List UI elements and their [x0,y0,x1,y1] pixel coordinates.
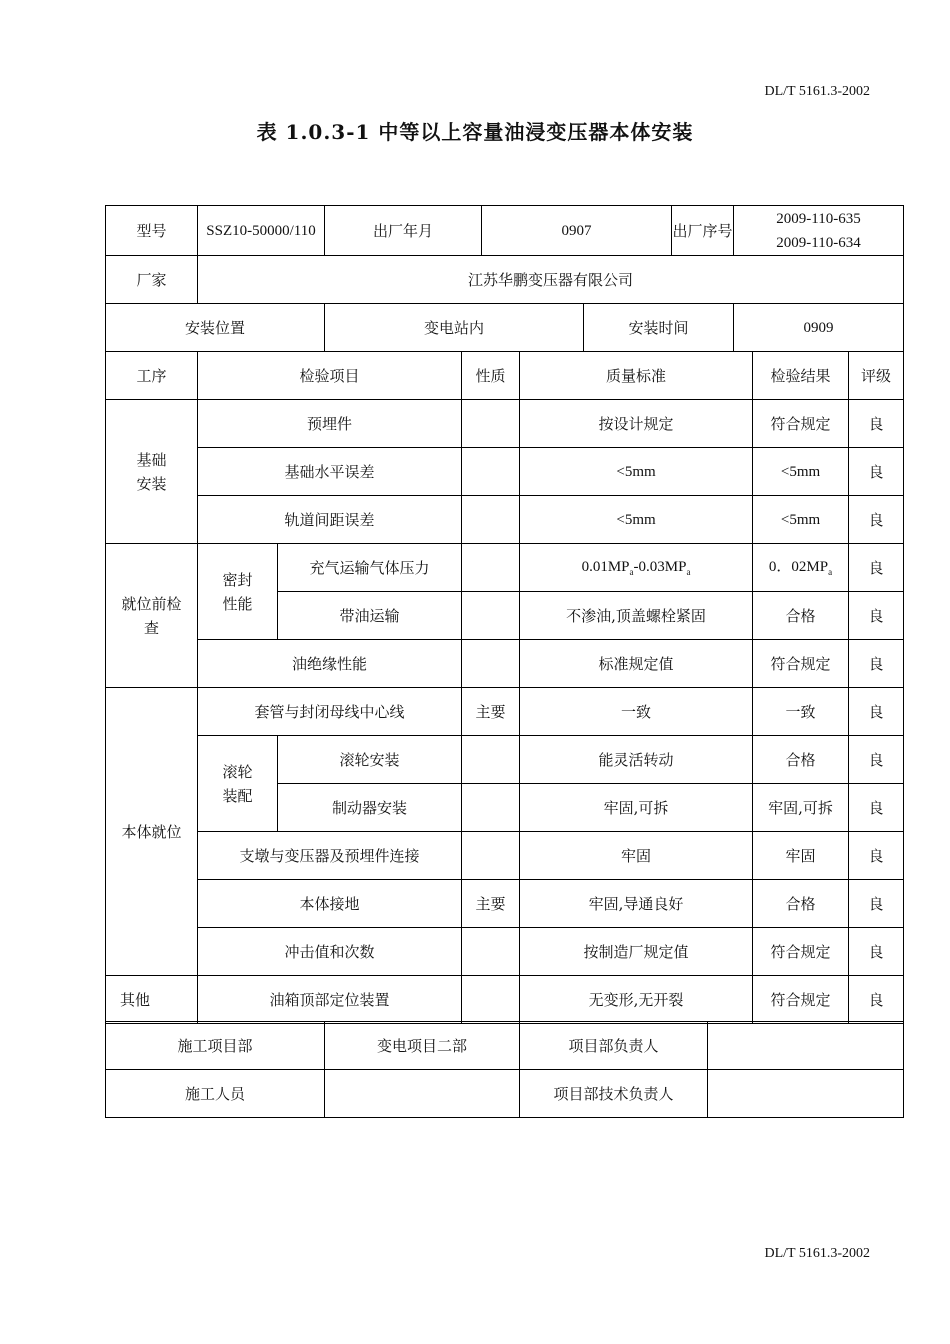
model-value: SSZ10-50000/110 [198,206,325,256]
row-result: 一致 [753,688,849,736]
info-table [105,205,904,352]
row-nature [462,928,520,976]
row-result: 符合规定 [753,928,849,976]
install-time-label: 安装时间 [584,304,734,352]
row-grade: 良 [849,688,904,736]
row-result: 牢固 [753,832,849,880]
row-nature [462,400,520,448]
row-standard: 一致 [520,688,753,736]
row-standard [520,544,753,592]
tech-value [708,1070,904,1118]
group-body: 本体就位 [106,688,198,976]
row-nature [462,640,520,688]
row-standard: 按设计规定 [520,400,753,448]
header-result: 检验结果 [753,352,849,400]
dept-value: 变电项目二部 [325,1022,520,1070]
row-result: <5mm [753,448,849,496]
row-grade: 良 [849,880,904,928]
dept-label: 施工项目部 [106,1022,325,1070]
table-row [106,928,904,976]
row-nature [462,496,520,544]
signature-table [105,1021,904,1118]
header-item: 检验项目 [198,352,462,400]
table-row [106,832,904,880]
row-grade: 良 [849,640,904,688]
header-grade: 评级 [849,352,904,400]
group-prechecks [106,544,198,688]
row-standard: <5mm [520,496,753,544]
row-item: 冲击值和次数 [198,928,462,976]
serial-value-1: 2009-110-635 [776,210,861,227]
row-standard: 牢固,可拆 [520,784,753,832]
table-row [106,688,904,736]
row-grade: 良 [849,976,904,1024]
location-label: 安装位置 [106,304,325,352]
row-grade: 良 [849,592,904,640]
row-result: 合格 [753,880,849,928]
row-grade: 良 [849,448,904,496]
row-item: 套管与封闭母线中心线 [198,688,462,736]
table-row [106,976,904,1024]
row-nature: 主要 [462,880,520,928]
row-result: 合格 [753,736,849,784]
row-grade: 良 [849,928,904,976]
table-row [106,448,904,496]
table-row [106,544,904,592]
row-item: 支墩与变压器及预埋件连接 [198,832,462,880]
row-result: 符合规定 [753,400,849,448]
staff-label: 施工人员 [106,1070,325,1118]
document-title: 表 1.0.3-1 中等以上容量油浸变压器本体安装 [256,120,694,144]
table-row [106,496,904,544]
row-result: <5mm [753,496,849,544]
location-value: 变电站内 [325,304,584,352]
header-standard: 质量标准 [520,352,753,400]
inspection-table [105,351,904,1024]
header-nature: 性质 [462,352,520,400]
manufacture-date-value: 0907 [482,206,672,256]
row-nature [462,736,520,784]
row-nature [462,784,520,832]
row-standard-part-b: -0.03MP [633,559,687,576]
row-nature [462,544,520,592]
group-foundation [106,400,198,544]
group-prechecks-label: 就位前检查 [121,594,182,637]
row-item: 预埋件 [198,400,462,448]
row-grade: 良 [849,832,904,880]
row-standard-sub-a: a [629,567,634,578]
row-item: 制动器安装 [278,784,462,832]
row-grade: 良 [849,736,904,784]
staff-value [325,1070,520,1118]
row-nature [462,448,520,496]
row-item: 本体接地 [198,880,462,928]
serial-label: 出厂序号 [672,206,734,256]
table-row [106,400,904,448]
group-seal-label: 密封性能 [222,570,253,613]
maker-label: 厂家 [106,256,198,304]
row-grade: 良 [849,544,904,592]
serial-values [734,206,904,256]
group-foundation-label: 基础安装 [136,450,167,493]
standard-code-top: DL/T 5161.3-2002 [764,84,870,99]
row-nature [462,832,520,880]
group-other: 其他 [106,976,198,1024]
row-result-main: 0．02MP [768,559,829,576]
row-nature: 主要 [462,688,520,736]
row-item: 滚轮安装 [278,736,462,784]
row-result [753,544,849,592]
row-item: 油绝缘性能 [198,640,462,688]
standard-code-bottom: DL/T 5161.3-2002 [764,1246,870,1261]
row-standard: 不渗油,顶盖螺栓紧固 [520,592,753,640]
row-item: 基础水平误差 [198,448,462,496]
table-row [106,640,904,688]
row-result: 符合规定 [753,976,849,1024]
row-standard: 牢固 [520,832,753,880]
row-nature [462,976,520,1024]
table-row [106,880,904,928]
model-label: 型号 [106,206,198,256]
row-standard: 无变形,无开裂 [520,976,753,1024]
row-grade: 良 [849,784,904,832]
row-standard: 标准规定值 [520,640,753,688]
row-result-sub: a [828,567,833,578]
row-standard: 牢固,导通良好 [520,880,753,928]
serial-value-2: 2009-110-634 [776,234,861,251]
group-seal [198,544,278,640]
row-standard-sub-b: a [686,567,691,578]
group-roller [198,736,278,832]
manager-value [708,1022,904,1070]
row-item: 轨道间距误差 [198,496,462,544]
row-item: 充气运输气体压力 [278,544,462,592]
tech-label: 项目部技术负责人 [520,1070,708,1118]
install-time-value: 0909 [734,304,904,352]
row-standard: 按制造厂规定值 [520,928,753,976]
maker-value: 江苏华鹏变压器有限公司 [198,256,904,304]
row-item: 带油运输 [278,592,462,640]
header-row [106,352,904,400]
manager-label: 项目部负责人 [520,1022,708,1070]
row-result: 牢固,可拆 [753,784,849,832]
row-nature [462,592,520,640]
row-item: 油箱顶部定位装置 [198,976,462,1024]
table-row [106,736,904,784]
header-process: 工序 [106,352,198,400]
row-standard: <5mm [520,448,753,496]
row-result: 符合规定 [753,640,849,688]
manufacture-date-label: 出厂年月 [325,206,482,256]
row-standard: 能灵活转动 [520,736,753,784]
row-result: 合格 [753,592,849,640]
row-grade: 良 [849,400,904,448]
row-standard-part-a: 0.01MP [581,559,630,576]
group-roller-label: 滚轮装配 [222,762,253,805]
row-grade: 良 [849,496,904,544]
